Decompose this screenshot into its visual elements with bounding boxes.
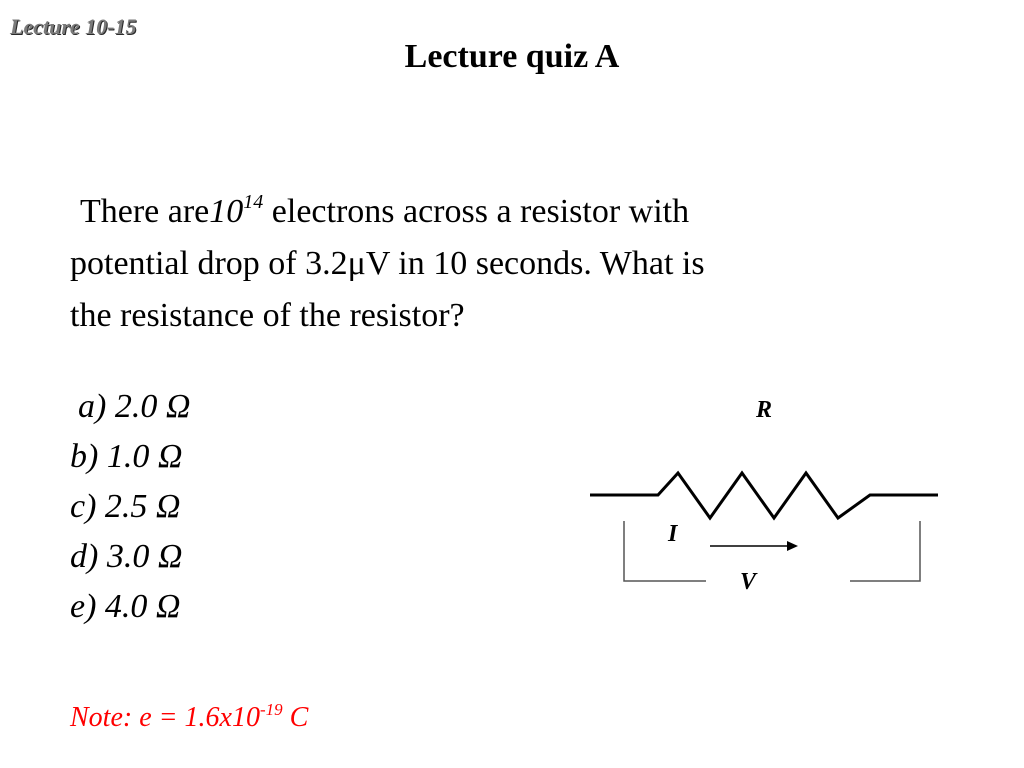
question-line-2: potential drop of 3.2μV in 10 seconds. What is [70,245,705,282]
question-line-3: the resistance of the resistor? [70,297,465,334]
left-bracket-line [624,521,706,581]
question-text [70,186,900,342]
exponent-base: 10 [209,193,244,230]
note-exponent: -19 [259,700,283,719]
current-arrowhead [787,541,798,551]
resistor-circuit-diagram [580,385,950,595]
note-suffix: C [282,702,309,733]
question-line-1-rest: electrons across a resistor with [263,193,690,230]
resistor-zigzag [590,473,938,518]
option-e: e) 4.0 Ω [70,588,181,625]
exponent-power: 14 [243,191,264,213]
resistor-label: R [756,397,773,423]
question-text-before: There are [80,193,210,230]
voltage-label: V [740,569,757,595]
slide-title: Lecture quiz A [404,38,620,75]
right-bracket-line [850,521,920,581]
note-prefix: Note: e = 1.6x10 [70,702,260,733]
question-line-1 [70,186,900,238]
current-label: I [668,521,678,547]
option-a: a) 2.0 Ω [78,388,191,425]
option-c: c) 2.5 Ω [70,488,181,525]
option-d: d) 3.0 Ω [70,538,183,575]
lecture-tag: Lecture 10-15 [10,14,137,39]
note-text [70,702,308,734]
option-b: b) 1.0 Ω [70,438,183,475]
answer-options [70,382,190,632]
